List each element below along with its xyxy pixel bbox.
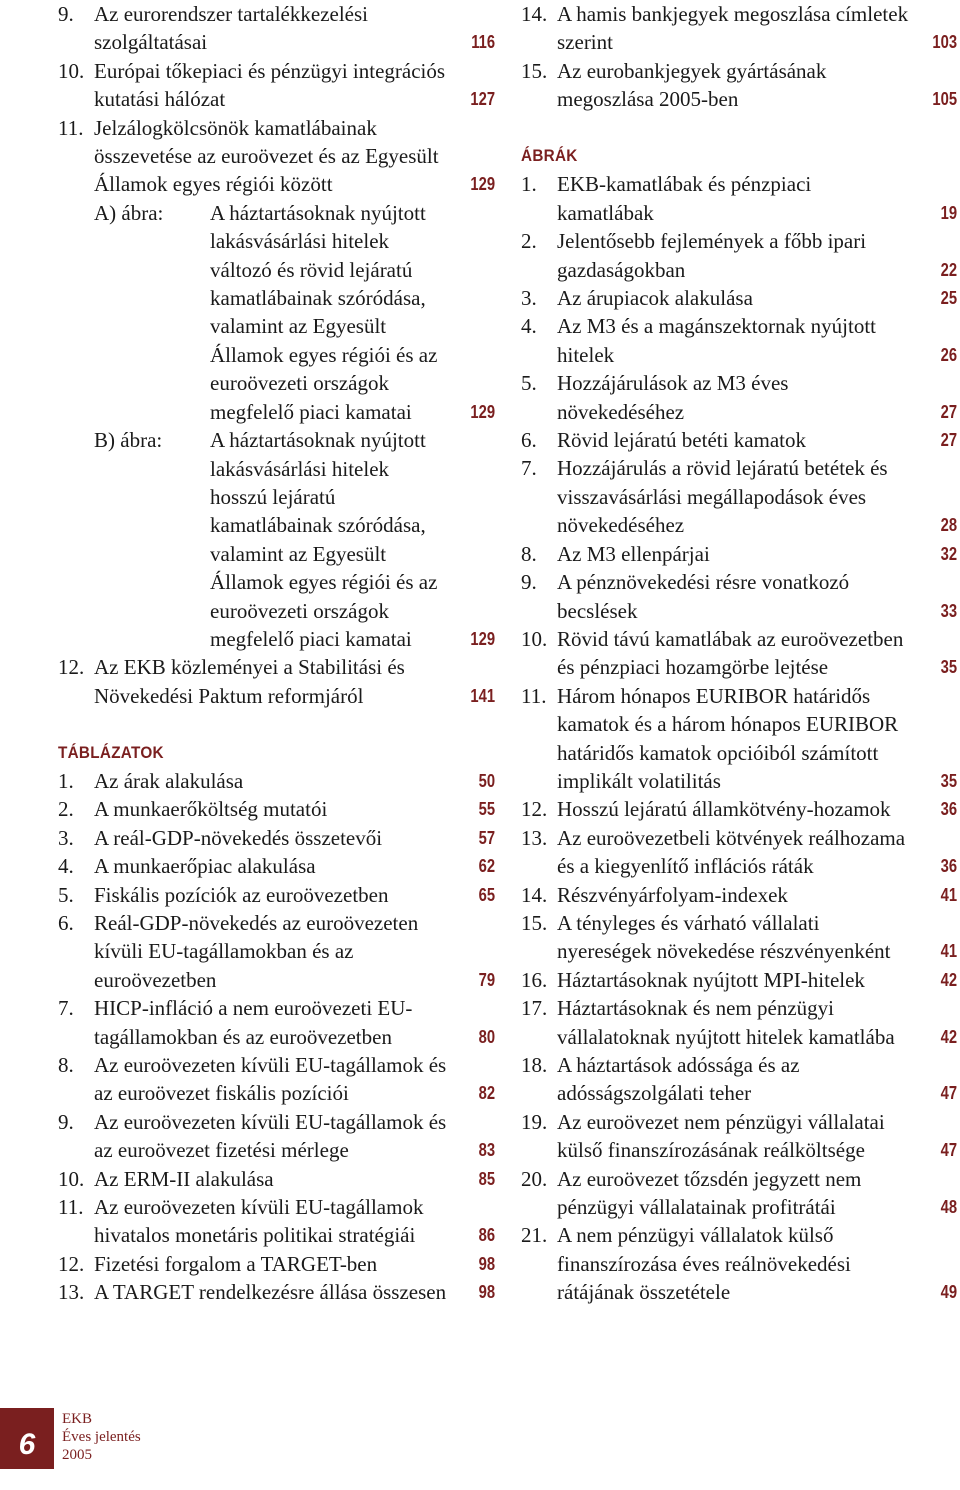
entry-number: 7. bbox=[521, 456, 537, 481]
right-column bbox=[521, 0, 960, 1307]
page-footer bbox=[0, 1400, 200, 1469]
entry-title: Az EKB közleményei a Stabilitási és Növekedési Paktum reformjáról bbox=[94, 655, 405, 708]
entry-page-number: 98 bbox=[478, 1282, 495, 1303]
entry-title: Háztartásoknak és nem pénzügyi vállalatoknak nyújtott hitelek kamatlába bbox=[557, 996, 895, 1049]
entry-page-number: 116 bbox=[471, 32, 495, 53]
toc-entry bbox=[521, 1165, 960, 1222]
toc-entry bbox=[521, 994, 960, 1051]
report-year: 2005 bbox=[62, 1447, 92, 1463]
entry-page-number: 36 bbox=[940, 856, 957, 877]
toc-entry bbox=[521, 966, 960, 994]
entry-number: 12. bbox=[521, 797, 548, 822]
entry-title: Fiskális pozíciók az euroövezetben bbox=[94, 882, 389, 907]
entry-page-number: 42 bbox=[940, 969, 957, 990]
toc-entry bbox=[58, 1250, 498, 1278]
entry-title: A nem pénzügyi vállalatok külső finanszírozása éves reálnövekedési rátájának összetétele bbox=[557, 1223, 851, 1305]
charts-heading: ÁBRÁK bbox=[521, 146, 578, 166]
entry-number: 19. bbox=[521, 1109, 548, 1134]
entry-page-number: 41 bbox=[940, 884, 957, 905]
toc-entry bbox=[58, 1193, 498, 1250]
toc-entry bbox=[521, 57, 960, 114]
entry-page-number: 127 bbox=[470, 89, 495, 110]
entry-label: A) ábra: bbox=[94, 200, 164, 225]
toc-entry bbox=[521, 881, 960, 909]
entry-page-number: 80 bbox=[478, 1026, 495, 1047]
entry-title: HICP-infláció a nem euroövezeti EU-tagállamokban és az euroövezetben bbox=[94, 996, 413, 1049]
entry-title: A pénznövekedési résre vonatkozó becslések bbox=[557, 570, 850, 623]
entry-page-number: 22 bbox=[940, 259, 957, 280]
entry-title: Az M3 ellenpárjai bbox=[557, 541, 710, 566]
toc-entry bbox=[58, 767, 498, 795]
entry-title: Háztartásoknak nyújtott MPI-hitelek bbox=[557, 967, 865, 992]
entry-page-number: 129 bbox=[470, 628, 495, 649]
tables-heading: TÁBLÁZATOK bbox=[58, 742, 164, 762]
toc-entry bbox=[58, 881, 498, 909]
entry-title: Európai tőkepiaci és pénzügyi integrációs kutatási hálózat bbox=[94, 58, 446, 112]
entry-title: A tényleges és várható vállalati nyereségek növekedése részvényenként bbox=[557, 910, 891, 964]
entry-title: Hozzájárulás a rövid lejáratú betétek és visszavásárlási megállapodások éves növekedéséhez bbox=[557, 456, 888, 538]
sub-figure-list bbox=[58, 199, 498, 654]
entry-number: 3. bbox=[58, 825, 74, 850]
toc-entry bbox=[58, 426, 498, 653]
entry-page-number: 129 bbox=[470, 174, 495, 195]
toc-entry bbox=[521, 909, 960, 966]
entry-title: A reál-GDP-növekedés összetevői bbox=[94, 825, 383, 850]
toc-entry bbox=[521, 568, 960, 625]
entry-title: Az euroövezet nem pénzügyi vállalatai külső finanszírozásának reálköltsége bbox=[557, 1109, 885, 1163]
entry-title: Jelentősebb fejlemények a főbb ipari gazdaságokban bbox=[557, 229, 867, 282]
entry-page-number: 55 bbox=[478, 799, 495, 820]
toc-entry bbox=[58, 824, 498, 852]
toc-entry bbox=[521, 369, 960, 426]
toc-entry bbox=[58, 852, 498, 880]
toc-entry bbox=[58, 1165, 498, 1193]
entry-page-number: 105 bbox=[932, 89, 957, 110]
toc-entry bbox=[521, 454, 960, 539]
toc-entry bbox=[521, 312, 960, 369]
toc-entry bbox=[521, 227, 960, 284]
toc-entry bbox=[58, 994, 498, 1051]
toc-entry bbox=[521, 426, 960, 454]
entry-title: Hosszú lejáratú államkötvény-hozamok bbox=[557, 797, 891, 822]
entry-title: Az euroövezet tőzsdén jegyzett nem pénzügyi vállalatainak profitrátái bbox=[557, 1166, 862, 1220]
entry-number: 3. bbox=[521, 286, 537, 311]
entry-number: 16. bbox=[521, 967, 548, 992]
entry-number: 10. bbox=[521, 626, 548, 651]
entry-title: Az M3 és a magánszektornak nyújtott hitelek bbox=[557, 314, 876, 367]
toc-entry bbox=[58, 909, 498, 994]
entry-title: A TARGET rendelkezésre állása összesen bbox=[94, 1280, 447, 1305]
entry-title: A hamis bankjegyek megoszlása címletek szerint bbox=[557, 2, 909, 55]
entry-title: A háztartások adóssága és az adósságszolgálati teher bbox=[557, 1053, 800, 1106]
entry-page-number: 65 bbox=[478, 884, 495, 905]
entry-page-number: 42 bbox=[940, 1026, 957, 1047]
entry-page-number: 47 bbox=[940, 1140, 957, 1161]
entry-number: 11. bbox=[58, 115, 84, 140]
entry-title: Fizetési forgalom a TARGET-ben bbox=[94, 1251, 378, 1276]
entry-page-number: 36 bbox=[940, 799, 957, 820]
toc-entry bbox=[521, 0, 960, 57]
toc-entry bbox=[521, 795, 960, 823]
entry-title: Reál-GDP-növekedés az euroövezeten kívüli EU-tagállamokban és az euroövezetben bbox=[94, 910, 419, 992]
entry-number: 10. bbox=[58, 1166, 85, 1191]
entry-number: 7. bbox=[58, 996, 74, 1021]
toc-entry bbox=[58, 1108, 498, 1165]
entry-number: 6. bbox=[521, 428, 537, 453]
entry-page-number: 48 bbox=[940, 1197, 957, 1218]
entry-page-number: 25 bbox=[940, 288, 957, 309]
entry-page-number: 79 bbox=[478, 969, 495, 990]
entry-page-number: 32 bbox=[940, 543, 957, 564]
entry-title: A háztartásoknak nyújtott lakásvásárlási hitelek változó és rövid lejáratú kamatlábainak szóródása, valamint az Egyesült Államok egyes régiói és az euroövezeti országok megfelelő piaci kamatai bbox=[210, 200, 438, 424]
entry-title: Három hónapos EURIBOR határidős kamatok és a három hónapos EURIBOR határidős kamatok opcióiból számított implikált volatilitás bbox=[557, 683, 899, 793]
entry-page-number: 83 bbox=[478, 1140, 495, 1161]
left-column bbox=[58, 0, 498, 1307]
entry-page-number: 19 bbox=[940, 202, 957, 223]
entry-title: Részvényárfolyam-indexek bbox=[557, 882, 788, 907]
toc-entry bbox=[58, 795, 498, 823]
entry-title: Rövid lejáratú betéti kamatok bbox=[557, 428, 807, 453]
entry-number: 1. bbox=[58, 768, 74, 793]
entry-page-number: 86 bbox=[478, 1225, 495, 1246]
toc-entry bbox=[521, 540, 960, 568]
entry-title: Az eurobankjegyek gyártásának megoszlása 2005-ben bbox=[557, 58, 827, 112]
entry-number: 9. bbox=[58, 1109, 74, 1134]
entry-title: EKB-kamatlábak és pénzpiaci kamatlábak bbox=[557, 172, 812, 225]
entry-page-number: 57 bbox=[478, 827, 495, 848]
entry-number: 14. bbox=[521, 882, 548, 907]
entry-page-number: 26 bbox=[940, 344, 957, 365]
entry-page-number: 50 bbox=[478, 770, 495, 791]
toc-entry bbox=[58, 653, 498, 710]
toc-entry bbox=[521, 824, 960, 881]
entry-title: Az ERM-II alakulása bbox=[94, 1166, 274, 1191]
entry-number: 13. bbox=[521, 825, 548, 850]
entry-number: 5. bbox=[58, 882, 74, 907]
entry-title: Az euroövezeten kívüli EU-tagállamok és az euroövezet fiskális pozíciói bbox=[94, 1053, 447, 1106]
entry-title: Az eurorendszer tartalékkezelési szolgáltatásai bbox=[94, 2, 369, 55]
entry-number: 5. bbox=[521, 371, 537, 396]
entry-page-number: 129 bbox=[470, 401, 495, 422]
entry-title: A munkaerőpiac alakulása bbox=[94, 854, 316, 879]
entry-number: 9. bbox=[521, 570, 537, 595]
entry-number: 8. bbox=[58, 1053, 74, 1078]
entry-number: 18. bbox=[521, 1053, 548, 1078]
entry-number: 21. bbox=[521, 1223, 548, 1248]
tables-list-continued bbox=[521, 0, 960, 114]
entry-number: 11. bbox=[521, 683, 547, 708]
entry-page-number: 47 bbox=[940, 1083, 957, 1104]
toc-entry bbox=[521, 1108, 960, 1165]
entry-number: 4. bbox=[58, 854, 74, 879]
entry-number: 17. bbox=[521, 996, 548, 1021]
entry-title: Az euroövezeten kívüli EU-tagállamok és az euroövezet fizetési mérlege bbox=[94, 1109, 447, 1163]
entry-page-number: 141 bbox=[470, 685, 495, 706]
entry-page-number: 28 bbox=[940, 515, 957, 536]
toc-entry bbox=[58, 114, 498, 199]
entry-title: Az árupiacok alakulása bbox=[557, 286, 753, 311]
toc-entry bbox=[58, 0, 498, 57]
entry-number: 11. bbox=[58, 1195, 84, 1220]
figures-list-end bbox=[58, 653, 498, 710]
entry-title: Rövid távú kamatlábak az euroövezetben és pénzpiaci hozamgörbe lejtése bbox=[557, 626, 904, 680]
entry-page-number: 49 bbox=[940, 1282, 957, 1303]
entry-label: B) ábra: bbox=[94, 428, 163, 453]
entry-title: Hozzájárulások az M3 éves növekedéséhez bbox=[557, 371, 789, 424]
entry-number: 20. bbox=[521, 1166, 548, 1191]
report-title: Éves jelentés bbox=[62, 1429, 141, 1445]
report-label bbox=[62, 1410, 141, 1464]
entry-page-number: 27 bbox=[940, 430, 957, 451]
tables-list bbox=[58, 767, 498, 1307]
entry-title: Az euroövezetbeli kötvények reálhozama és a kiegyenlítő inflációs ráták bbox=[557, 825, 906, 879]
toc-entry bbox=[521, 1051, 960, 1108]
entry-page-number: 41 bbox=[940, 941, 957, 962]
entry-number: 10. bbox=[58, 58, 85, 83]
entry-page-number: 33 bbox=[940, 600, 957, 621]
entry-number: 2. bbox=[58, 797, 74, 822]
entry-number: 13. bbox=[58, 1280, 85, 1305]
entry-page-number: 27 bbox=[940, 401, 957, 422]
entry-number: 15. bbox=[521, 58, 548, 83]
entry-page-number: 35 bbox=[940, 770, 957, 791]
toc-entry bbox=[58, 1051, 498, 1108]
report-publisher: EKB bbox=[62, 1411, 92, 1427]
entry-number: 12. bbox=[58, 1251, 85, 1276]
entry-number: 1. bbox=[521, 172, 537, 197]
entry-number: 8. bbox=[521, 541, 537, 566]
entry-title: Jelzálogkölcsönök kamatlábainak összevetése az euroövezet és az Egyesült Államok egyes régiói között bbox=[94, 115, 439, 197]
toc-entry bbox=[521, 284, 960, 312]
toc-entry bbox=[58, 57, 498, 114]
entry-number: 2. bbox=[521, 229, 537, 254]
toc-entry bbox=[521, 1221, 960, 1306]
entry-title: Az árak alakulása bbox=[94, 768, 244, 793]
entry-page-number: 103 bbox=[932, 32, 957, 53]
entry-title: A munkaerőköltség mutatói bbox=[94, 797, 328, 822]
entry-page-number: 82 bbox=[478, 1083, 495, 1104]
toc-entry bbox=[521, 170, 960, 227]
entry-number: 12. bbox=[58, 655, 85, 680]
toc-entry bbox=[58, 199, 498, 426]
entry-page-number: 85 bbox=[478, 1168, 495, 1189]
charts-list bbox=[521, 170, 960, 1306]
entry-number: 4. bbox=[521, 314, 537, 339]
entry-title: A háztartásoknak nyújtott lakásvásárlási hitelek hosszú lejáratú kamatlábainak szóródása, valamint az Egyesült Államok egyes régiói és az euroövezeti országok megfelelő piaci kamatai bbox=[210, 428, 438, 651]
entry-page-number: 98 bbox=[478, 1253, 495, 1274]
entry-page-number: 35 bbox=[940, 657, 957, 678]
toc-entry bbox=[521, 625, 960, 682]
entry-number: 14. bbox=[521, 2, 548, 26]
entry-number: 9. bbox=[58, 2, 74, 26]
toc-entry bbox=[521, 682, 960, 796]
toc-entry bbox=[58, 1278, 498, 1306]
entry-number: 15. bbox=[521, 910, 548, 935]
page-number: 6 bbox=[18, 1428, 36, 1461]
entry-number: 6. bbox=[58, 910, 74, 935]
figures-list-continued bbox=[58, 0, 498, 199]
entry-page-number: 62 bbox=[478, 856, 495, 877]
entry-title: Az euroövezeten kívüli EU-tagállamok hivatalos monetáris politikai stratégiái bbox=[94, 1195, 424, 1248]
